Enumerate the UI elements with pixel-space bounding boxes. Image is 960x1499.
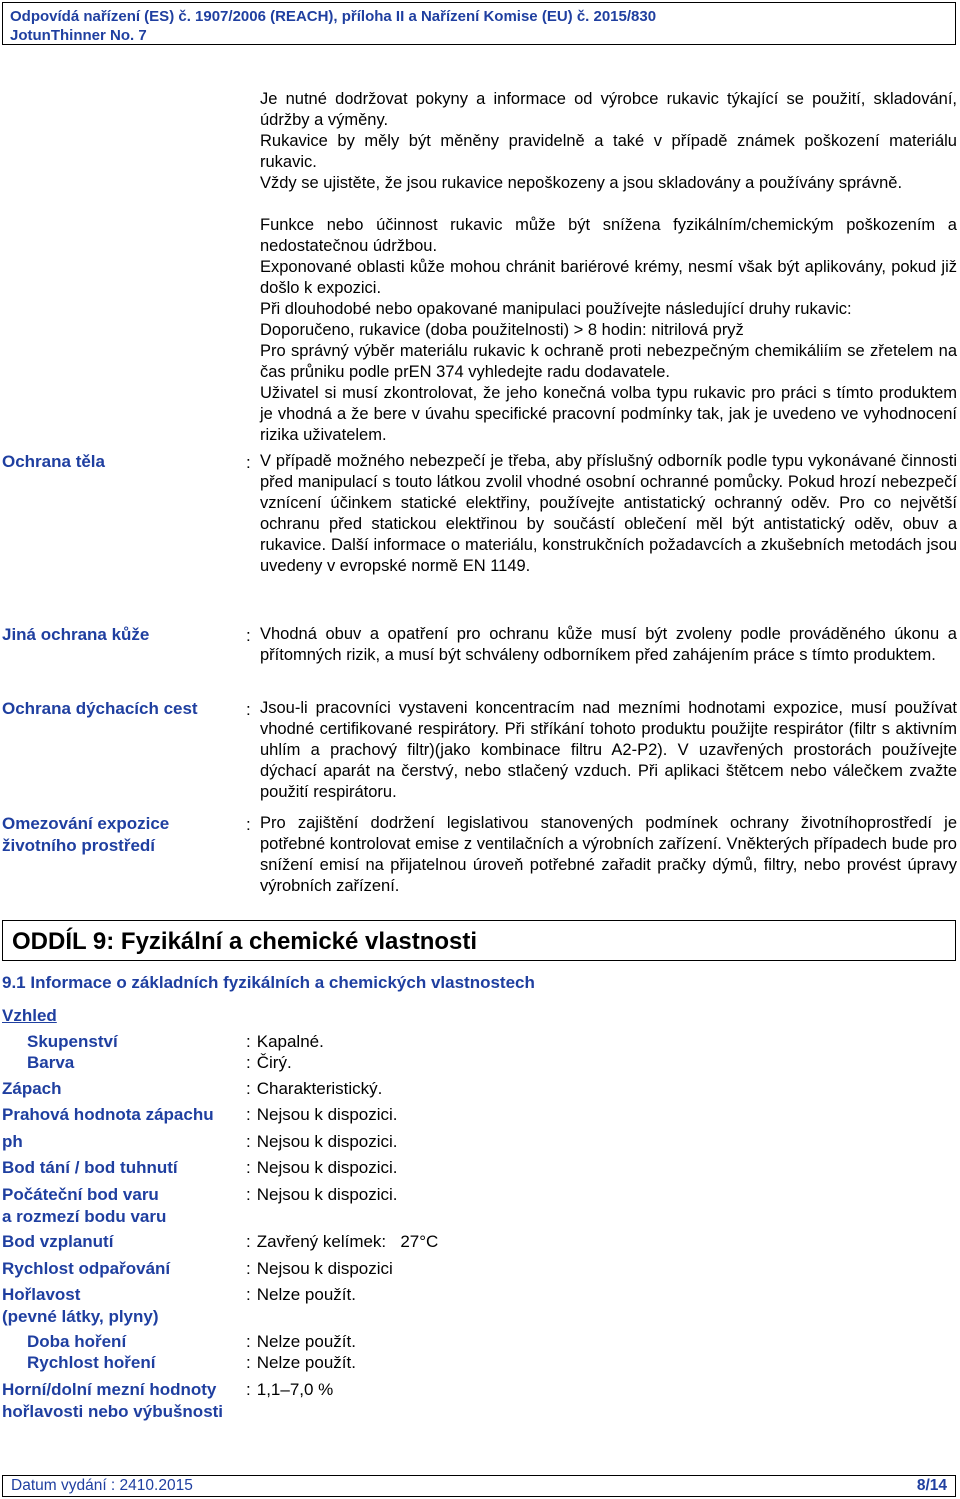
property-value-text: Čirý. (256, 1053, 292, 1072)
page-number: 8/14 (916, 1477, 947, 1494)
property-value (246, 1258, 393, 1280)
property-label: Doba hoření (27, 1332, 127, 1351)
gloves-paragraph: Při dlouhodobé nebo opakované manipulaci používejte následující druhy rukavic: (260, 300, 852, 318)
gloves-paragraph: Rukavice by měly být měněny pravidelně a také v případě známek poškození materiálu rukavic. (260, 132, 957, 171)
property-value (246, 1184, 398, 1206)
property-label: ph (2, 1132, 23, 1151)
gloves-paragraph: Uživatel si musí zkontrolovat, že jeho konečná volba typu rukavic pro práci s tímto produktem je vhodná a že bere v úvahu specifické pracovní podmínky tak, jak je uvedeno ve vyhodnocení rizika uživatelem. (260, 384, 957, 444)
property-value (246, 1331, 356, 1353)
appearance-heading: Vzhled (2, 1006, 57, 1025)
product-name: JotunThinner No. 7 (10, 27, 147, 44)
property-value (246, 1131, 398, 1153)
property-value (246, 1052, 292, 1074)
section-9-header (2, 920, 956, 961)
property-value-text: Nelze použít. (256, 1332, 356, 1351)
gloves-paragraph: Exponované oblasti kůže mohou chránit bariérové krémy, nesmí však být aplikovány, pokud již došlo k expozici. (260, 258, 957, 297)
property-value (246, 1231, 438, 1253)
property-label: Hořlavost (pevné látky, plyny) (2, 1285, 159, 1326)
gloves-paragraph: Je nutné dodržovat pokyny a informace od výrobce rukavic týkající se použití, skladování, údržby a výměny. (260, 90, 957, 129)
colon: : (246, 1285, 251, 1304)
colon: : (246, 1232, 251, 1251)
colon: : (246, 1032, 251, 1051)
property-value (246, 1078, 382, 1100)
environmental-exposure-text: Pro zajištění dodržení legislativou stanovených podmínek ochrany životníhoprostředí je potřebné kontrolovat emise z ventilačních a výrobních zařízení. Vněkterých případech bude pro snížení emisí na přijatelnou úroveň potřebné zařadit pračky dýmů, filtry, nebo provést úpravy výrobních zařízení. (260, 814, 957, 895)
property-value-text: Nejsou k dispozici. (256, 1185, 398, 1204)
colon: : (246, 1079, 251, 1098)
property-value (246, 1157, 398, 1179)
property-value-text: Nejsou k dispozici. (256, 1105, 398, 1124)
gloves-paragraph: Vždy se ujistěte, že jsou rukavice nepoškozeny a jsou skladovány a používány správně. (260, 174, 903, 192)
colon: : (246, 1332, 251, 1351)
property-value-text: Nejsou k dispozici. (256, 1158, 398, 1177)
property-label: Počáteční bod varu a rozmezí bodu varu (2, 1185, 167, 1226)
subsection-title: 9.1 Informace o základních fyzikálních a chemických vlastnostech (2, 973, 535, 992)
colon: : (246, 626, 251, 645)
section-title: ODDÍL 9: Fyzikální a chemické vlastnosti (12, 928, 478, 955)
property-label: Barva (27, 1053, 75, 1072)
colon: : (246, 1185, 251, 1204)
page-footer (2, 1475, 956, 1497)
colon: : (246, 1380, 251, 1399)
property-value-text: Nelze použít. (256, 1353, 356, 1372)
skin-protection-text: Vhodná obuv a opatření pro ochranu kůže musí být zvoleny podle prováděného úkonu a přítomných rizik, a musí být schváleny odborníkem před zahájením práce s tímto produktem. (260, 625, 957, 664)
issue-date: Datum vydání : 2410.2015 (11, 1477, 193, 1494)
property-value (246, 1379, 333, 1401)
property-value-text: Nejsou k dispozici. (256, 1132, 398, 1151)
property-label: Bod tání / bod tuhnutí (2, 1158, 178, 1177)
property-value-text: 1,1–7,0 % (256, 1380, 334, 1399)
colon: : (246, 1259, 251, 1278)
property-value (246, 1284, 356, 1306)
property-label: Rychlost hoření (27, 1353, 156, 1372)
regulation-text: Odpovídá nařízení (ES) č. 1907/2006 (REACH), příloha II a Nařízení Komise (EU) č. 2015/830 (10, 8, 657, 25)
property-value-text: Charakteristický. (256, 1079, 383, 1098)
colon: : (246, 1132, 251, 1151)
property-value-text: Nelze použít. (256, 1285, 356, 1304)
page-header (2, 2, 956, 45)
colon: : (246, 700, 251, 719)
gloves-paragraph: Doporučeno, rukavice (doba použitelnosti) > 8 hodin: nitrilová pryž (260, 321, 744, 339)
property-value-text: Kapalné. (256, 1032, 324, 1051)
colon: : (246, 1158, 251, 1177)
property-label: Zápach (2, 1079, 62, 1098)
respiratory-protection-text: Jsou-li pracovníci vystaveni koncentracím nad mezními hodnotami expozice, musí používat vhodné certifikované respirátory. Při stříkání tohoto produktu použijte respirátor (filtr s aktivním uhlím a prachový filtr)(jako kombinace filtru A2-P2). V uzavřených prostorách používejte dýchací aparát na čerstvý, nebo stlačený vzduch. Při aplikaci štětcem nebo válečkem zvažte použití respirátoru. (260, 699, 957, 801)
property-label: Rychlost odpařování (2, 1259, 171, 1278)
colon: : (246, 1353, 251, 1372)
property-value-text: Zavřený kelímek: 27°C (256, 1232, 439, 1251)
colon: : (246, 453, 251, 472)
property-label: Skupenství (27, 1032, 118, 1051)
body-protection-label: Ochrana těla (2, 452, 105, 471)
respiratory-protection-label: Ochrana dýchacích cest (2, 699, 198, 718)
property-value-text: Nejsou k dispozici (256, 1259, 393, 1278)
property-label: Prahová hodnota zápachu (2, 1105, 214, 1124)
gloves-paragraph: Funkce nebo účinnost rukavic může být snížena fyzikálním/chemickým poškozením a nedostatečnou údržbou. (260, 216, 957, 255)
property-label: Bod vzplanutí (2, 1232, 114, 1251)
property-value (246, 1031, 324, 1053)
colon: : (246, 815, 251, 834)
property-value (246, 1352, 356, 1374)
property-value (246, 1104, 398, 1126)
body-protection-text: V případě možného nebezpečí je třeba, aby příslušný odborník podle typu vykonávané činnosti před manipulací s touto látkou zvolil vhodné osobní ochranné pomůcky. Pokud hrozí nebezpečí vznícení účinkem statické elektřiny, používejte antistatický ochranný oděv. Pro co největší ochranu před statickou elektřinou by součástí oblečení měl být antistatický oděv, obuv a rukavice. Další informace o materiálu, konstrukčních požadavcích a zkušebních metodách jsou uvedeny v evropské normě EN 1149. (260, 452, 957, 575)
skin-protection-label: Jiná ochrana kůže (2, 625, 150, 644)
property-label: Horní/dolní mezní hodnoty hořlavosti nebo výbušnosti (2, 1380, 224, 1421)
environmental-exposure-label: Omezování expozice životního prostředí (2, 814, 170, 855)
colon: : (246, 1053, 251, 1072)
colon: : (246, 1105, 251, 1124)
gloves-paragraph: Pro správný výběr materiálu rukavic k ochraně proti nebezpečným chemikáliím se zřetelem na čas průniku podle prEN 374 vyhledejte radu dodavatele. (260, 342, 957, 381)
